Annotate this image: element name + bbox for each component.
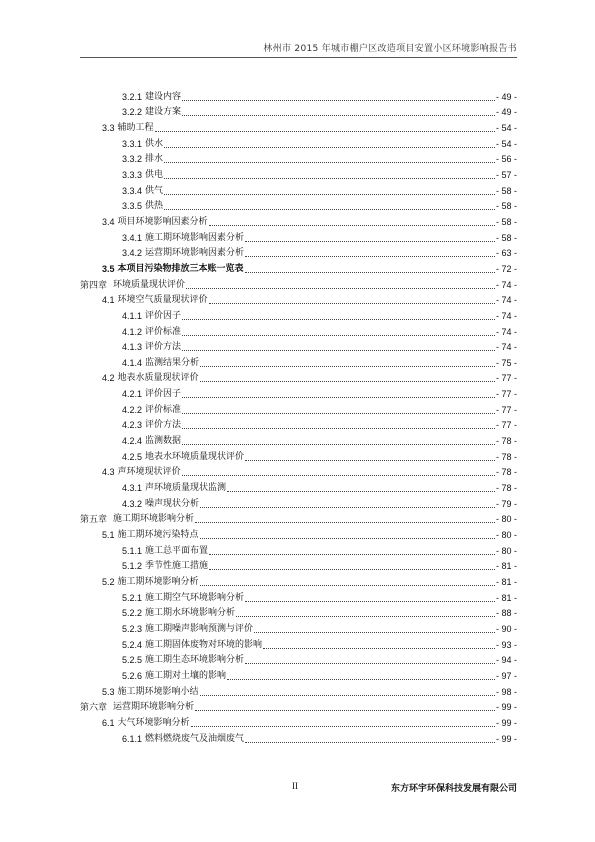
toc-entry-number: 5.2.2 [122, 608, 143, 619]
toc-entry-number: 4.2.4 [122, 436, 143, 447]
toc-entry-page: - 80 - [495, 514, 517, 525]
toc-entry[interactable] [80, 118, 517, 134]
toc-entry-title: 监测数据 [145, 436, 182, 447]
toc-entry-page: - 56 - [495, 154, 517, 165]
toc-entry[interactable] [80, 604, 517, 620]
toc-entry[interactable] [80, 275, 517, 291]
dot-leader [209, 569, 495, 570]
toc-entry-number: 4.2.1 [122, 389, 143, 400]
dot-leader [236, 616, 495, 617]
table-of-contents [80, 87, 517, 745]
running-header: 林州市 2015 年城市棚户区改造项目安置小区环境影响报告书 [263, 44, 517, 54]
dot-leader [164, 209, 495, 210]
dot-leader [182, 100, 495, 101]
dot-leader [164, 178, 495, 179]
toc-entry-title: 环境质量现状评价 [113, 279, 186, 290]
toc-entry[interactable] [80, 635, 517, 651]
toc-entry-number: 4.3 [102, 467, 115, 478]
toc-entry[interactable] [80, 259, 517, 275]
dot-leader [209, 303, 495, 304]
toc-entry-title: 建设方案 [145, 107, 182, 118]
toc-entry-title: 施工期生态环境影响分析 [145, 655, 245, 666]
toc-entry-title: 施工期环境污染特点 [117, 530, 199, 541]
toc-entry-title: 声环境现状评价 [117, 467, 181, 478]
toc-entry-number: 3.3.2 [122, 154, 143, 165]
toc-entry-page: - 79 - [495, 498, 517, 509]
dot-leader [182, 115, 495, 116]
dot-leader [245, 742, 495, 743]
toc-entry-page: - 74 - [495, 342, 517, 353]
toc-entry-page: - 54 - [495, 122, 517, 133]
toc-entry-number: 5.1 [102, 530, 115, 541]
toc-entry-number: 4.2 [102, 373, 115, 384]
toc-entry[interactable] [80, 165, 517, 181]
toc-entry-title: 施工期环境影响分析 [117, 577, 199, 587]
toc-entry-title: 供电 [145, 169, 164, 180]
toc-entry[interactable] [80, 416, 517, 432]
toc-entry-page: - 63 - [495, 248, 517, 259]
toc-entry[interactable] [80, 510, 517, 526]
toc-entry-title: 施工总平面布置 [145, 545, 209, 556]
toc-entry[interactable] [80, 713, 517, 729]
toc-entry-title: 评价标准 [145, 326, 182, 337]
toc-entry[interactable] [80, 212, 517, 228]
toc-entry-number: 3.3 [102, 122, 115, 133]
toc-entry-number: 4.1.2 [122, 326, 143, 337]
toc-entry[interactable] [80, 353, 517, 369]
toc-entry[interactable] [80, 463, 517, 479]
dot-leader [200, 366, 495, 367]
toc-entry-number: 3.2.1 [122, 91, 143, 102]
toc-entry-page: - 99 - [495, 717, 517, 728]
toc-entry[interactable] [80, 87, 517, 103]
toc-entry-page: - 77 - [495, 404, 517, 415]
toc-entry[interactable] [80, 322, 517, 338]
toc-entry[interactable] [80, 103, 517, 119]
toc-entry-number: 4.3.1 [122, 483, 143, 494]
toc-entry-number: 5.1.1 [122, 545, 143, 556]
toc-entry-page: - 88 - [495, 608, 517, 619]
toc-entry-number: 第六章 [80, 702, 108, 713]
toc-entry-page: - 74 - [495, 310, 517, 321]
toc-entry[interactable] [80, 338, 517, 354]
toc-entry-number: 3.4 [102, 216, 115, 227]
toc-entry-title: 燃料燃烧废气及油烟废气 [145, 733, 245, 744]
toc-entry-title: 监测结果分析 [145, 357, 200, 368]
toc-entry-page: - 74 - [495, 295, 517, 306]
toc-entry-number: 4.2.2 [122, 404, 143, 415]
dot-leader [182, 428, 495, 429]
toc-entry-title: 评价方法 [145, 342, 182, 353]
toc-entry[interactable] [80, 666, 517, 682]
toc-entry-page: - 80 - [495, 545, 517, 556]
toc-entry-page: - 99 - [495, 733, 517, 744]
dot-leader [245, 241, 495, 242]
toc-entry-number: 3.2.2 [122, 107, 143, 118]
toc-entry[interactable] [80, 588, 517, 604]
toc-entry[interactable] [80, 447, 517, 463]
toc-entry-title: 噪声现状分析 [145, 498, 200, 509]
toc-entry-title: 施工期噪声影响预测与评价 [145, 623, 254, 634]
toc-entry[interactable] [80, 306, 517, 322]
toc-entry-page: - 81 - [495, 577, 517, 587]
dot-leader [227, 679, 495, 680]
toc-entry-title: 施工期环境影响小结 [117, 686, 199, 697]
toc-entry-number: 5.2.5 [122, 655, 143, 666]
toc-entry-number: 4.2.3 [122, 420, 143, 431]
toc-entry-page: - 57 - [495, 169, 517, 180]
toc-entry-page: - 74 - [495, 279, 517, 290]
toc-entry-number: 5.2.1 [122, 592, 143, 603]
toc-entry-title: 施工期空气环境影响分析 [145, 592, 245, 603]
dot-leader [195, 710, 495, 711]
toc-entry-number: 4.1.3 [122, 342, 143, 353]
toc-entry-page: - 93 - [495, 639, 517, 650]
toc-entry-page: - 99 - [495, 702, 517, 713]
toc-entry-title: 项目环境影响因素分析 [117, 216, 208, 227]
toc-entry[interactable] [80, 431, 517, 447]
dot-leader [182, 444, 495, 445]
toc-entry[interactable] [80, 291, 517, 307]
toc-entry-title: 施工期固体废物对环境的影响 [145, 639, 263, 650]
toc-entry-page: - 58 - [495, 185, 517, 196]
toc-entry-page: - 94 - [495, 655, 517, 666]
toc-entry-number: 4.3.2 [122, 498, 143, 509]
toc-entry[interactable] [80, 400, 517, 416]
toc-entry[interactable] [80, 651, 517, 667]
toc-entry-title: 地表水质量现状评价 [117, 373, 199, 384]
toc-entry-page: - 75 - [495, 357, 517, 368]
toc-entry-title: 本项目污染物排放三本账一览表 [117, 263, 244, 274]
toc-entry[interactable] [80, 557, 517, 573]
dot-leader [195, 522, 495, 523]
toc-entry-title: 施工期环境影响分析 [113, 514, 195, 525]
toc-entry-page: - 58 - [495, 201, 517, 212]
toc-entry[interactable] [80, 197, 517, 213]
company-name: 东方环宇环保科技发展有限公司 [390, 784, 517, 794]
toc-entry-page: - 58 - [495, 216, 517, 227]
toc-entry[interactable] [80, 478, 517, 494]
toc-entry-number: 5.2.6 [122, 670, 143, 681]
toc-entry-title: 运营期环境影响分析 [113, 702, 195, 713]
toc-entry-number: 5.2.3 [122, 623, 143, 634]
toc-entry-page: - 74 - [495, 326, 517, 337]
dot-leader [245, 460, 495, 461]
toc-entry-number: 4.2.5 [122, 451, 143, 462]
toc-entry-page: - 78 - [495, 451, 517, 462]
header-rule [80, 57, 517, 58]
dot-leader [164, 147, 495, 148]
dot-leader [209, 225, 495, 226]
dot-leader [209, 554, 495, 555]
toc-entry-number: 3.3.5 [122, 201, 143, 212]
toc-entry-title: 运营期环境影响因素分析 [145, 248, 245, 259]
toc-entry-page: - 80 - [495, 530, 517, 541]
toc-entry-number: 3.3.4 [122, 185, 143, 196]
toc-entry-title: 大气环境影响分析 [117, 717, 190, 728]
toc-entry-page: - 77 - [495, 420, 517, 431]
toc-entry[interactable] [80, 228, 517, 244]
toc-entry-title: 评价因子 [145, 389, 182, 400]
toc-entry-number: 6.1.1 [122, 733, 143, 744]
toc-entry-number: 第五章 [80, 514, 108, 525]
toc-entry-title: 供水 [145, 138, 164, 149]
toc-entry-number: 5.1.2 [122, 561, 143, 572]
toc-entry-page: - 97 - [495, 670, 517, 681]
dot-leader [200, 538, 495, 539]
toc-entry-number: 3.3.1 [122, 138, 143, 149]
toc-entry-number: 5.2 [102, 577, 115, 587]
toc-entry[interactable] [80, 244, 517, 260]
toc-entry[interactable] [80, 682, 517, 698]
toc-entry-title: 辅助工程 [117, 122, 154, 133]
toc-entry-page: - 81 - [495, 592, 517, 603]
toc-entry-title: 季节性施工措施 [145, 561, 209, 572]
toc-entry-title: 施工期水环境影响分析 [145, 608, 236, 619]
dot-leader [182, 350, 495, 351]
dot-leader [191, 726, 495, 727]
dot-leader [164, 162, 495, 163]
dot-leader [200, 695, 495, 696]
toc-entry[interactable] [80, 134, 517, 150]
toc-entry-number: 4.1.4 [122, 357, 143, 368]
toc-entry-title: 环境空气质量现状评价 [117, 295, 208, 306]
toc-entry-title: 供气 [145, 185, 164, 196]
dot-leader [182, 475, 495, 476]
toc-entry-page: - 98 - [495, 686, 517, 697]
toc-entry-number: 5.3 [102, 686, 115, 697]
toc-entry-number: 5.2.4 [122, 639, 143, 650]
dot-leader [245, 663, 495, 664]
toc-entry[interactable] [80, 541, 517, 557]
toc-entry-title: 评价方法 [145, 420, 182, 431]
toc-entry-page: - 58 - [495, 232, 517, 243]
toc-entry-page: - 54 - [495, 138, 517, 149]
toc-entry-title: 评价因子 [145, 310, 182, 321]
toc-entry-page: - 49 - [495, 107, 517, 118]
toc-entry-title: 供热 [145, 201, 164, 212]
toc-entry-page: - 78 - [495, 436, 517, 447]
dot-leader [186, 288, 495, 289]
toc-entry-number: 第四章 [80, 279, 108, 290]
toc-entry[interactable] [80, 384, 517, 400]
toc-entry[interactable] [80, 181, 517, 197]
dot-leader [155, 131, 495, 132]
toc-entry-title: 评价标准 [145, 404, 182, 415]
dot-leader [200, 507, 495, 508]
toc-entry[interactable] [80, 619, 517, 635]
toc-entry-page: - 72 - [495, 263, 517, 274]
dot-leader [200, 381, 495, 382]
dot-leader [164, 194, 495, 195]
toc-entry[interactable] [80, 150, 517, 166]
toc-entry[interactable] [80, 494, 517, 510]
toc-entry-number: 3.4.1 [122, 232, 143, 243]
toc-entry-title: 声环境质量现状监测 [145, 483, 227, 494]
toc-entry-page: - 90 - [495, 623, 517, 634]
toc-entry-page: - 49 - [495, 91, 517, 102]
dot-leader [245, 601, 495, 602]
toc-entry-number: 3.4.2 [122, 248, 143, 259]
dot-leader [182, 397, 495, 398]
toc-entry-number: 6.1 [102, 717, 115, 728]
dot-leader [227, 491, 495, 492]
toc-entry-page: - 77 - [495, 373, 517, 384]
toc-entry[interactable] [80, 525, 517, 541]
toc-entry-number: 3.5 [102, 263, 115, 274]
dot-leader [263, 648, 495, 649]
toc-entry-title: 地表水环境质量现状评价 [145, 451, 245, 462]
toc-entry-number: 3.3.3 [122, 169, 143, 180]
toc-entry-page: - 81 - [495, 561, 517, 572]
toc-entry-page: - 78 - [495, 467, 517, 478]
dot-leader [200, 585, 495, 586]
dot-leader [245, 256, 495, 257]
dot-leader [245, 272, 495, 273]
toc-entry[interactable] [80, 572, 517, 588]
dot-leader [254, 632, 495, 633]
dot-leader [182, 335, 495, 336]
toc-entry[interactable] [80, 369, 517, 385]
toc-entry-title: 排水 [145, 154, 164, 165]
toc-entry-title: 建设内容 [145, 91, 182, 102]
toc-entry[interactable] [80, 698, 517, 714]
toc-entry-title: 施工期对土壤的影响 [145, 670, 227, 681]
toc-entry[interactable] [80, 729, 517, 745]
toc-entry-page: - 77 - [495, 389, 517, 400]
dot-leader [182, 319, 495, 320]
page-number: II [292, 781, 298, 791]
toc-entry-page: - 78 - [495, 483, 517, 494]
toc-entry-title: 施工期环境影响因素分析 [145, 232, 245, 243]
dot-leader [182, 413, 495, 414]
toc-entry-number: 4.1.1 [122, 310, 143, 321]
toc-entry-number: 4.1 [102, 295, 115, 306]
